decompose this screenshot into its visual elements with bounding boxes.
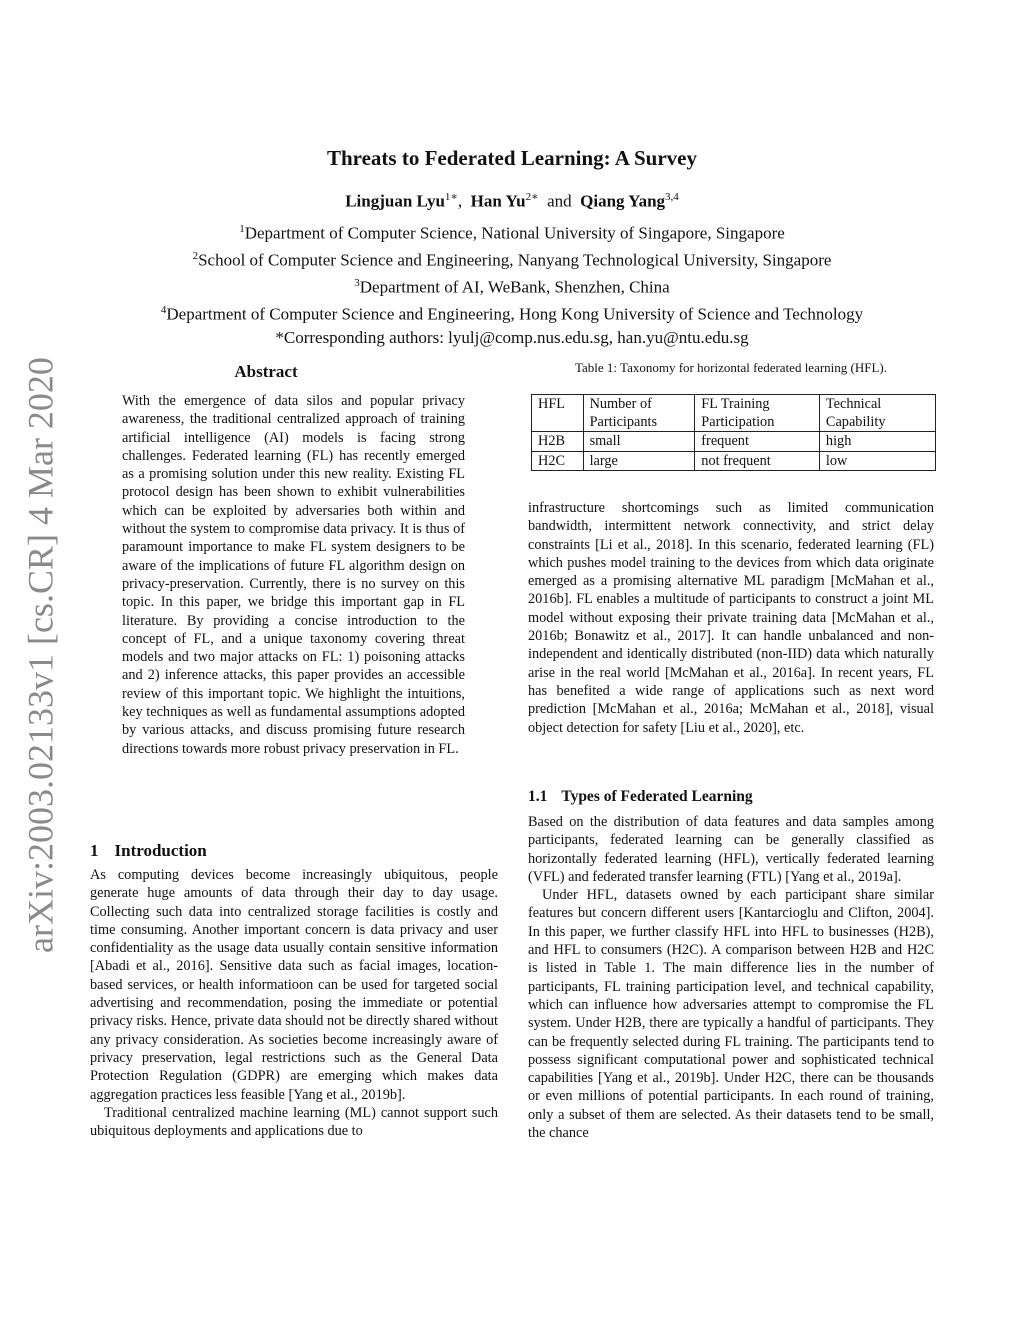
section-heading-introduction	[90, 841, 223, 861]
table-header-row	[532, 395, 936, 432]
affiliation-line	[0, 272, 1024, 299]
taxonomy-table	[531, 394, 936, 471]
affiliation-line	[0, 218, 1024, 245]
affiliation-text: Department of Computer Science and Engineering, Hong Kong University of Science and Technology	[166, 305, 864, 325]
paragraph: Based on the distribution of data features and data samples among participants, federated learning can be generally classified as horizontally federated learning (HFL), vertically federated learning (VFL) and federated transfer learning (FTL) [Yang et al., 2019a].	[528, 814, 934, 885]
author-list	[0, 190, 1024, 212]
types-text	[528, 813, 934, 1142]
author-affiliation-mark: 1∗	[444, 191, 458, 203]
table-cell: H2C	[532, 451, 584, 471]
arxiv-stamp: arXiv:2003.02133v1 [cs.CR] 4 Mar 2020	[20, 357, 61, 953]
paper-title: Threats to Federated Learning: A Survey	[326, 146, 697, 170]
author-affiliation-mark: 2∗	[525, 191, 539, 203]
table-cell: high	[819, 432, 935, 452]
table-row	[532, 432, 936, 452]
author-name: Qiang Yang	[580, 191, 666, 211]
table-cell: small	[583, 432, 695, 452]
affiliation-mark: 2	[192, 250, 199, 263]
author-name: Lingjuan Lyu	[345, 191, 445, 211]
author-affiliation-mark: 3,4	[665, 191, 679, 203]
affiliation-mark: 4	[160, 304, 167, 317]
affiliation-block	[0, 218, 1024, 349]
affiliation-text: Department of Computer Science, National University of Singapore, Singapore	[244, 223, 785, 243]
subsection-number: 1.1	[528, 788, 548, 805]
affiliation-line	[0, 299, 1024, 326]
table-cell: frequent	[695, 432, 820, 452]
abstract-text: With the emergence of data silos and popular privacy awareness, the traditional centralized approach of training artificial intelligence (AI) models is facing strong challenges. Federated learning (FL) has recently emerged as a promising solution under this new reality. Existing FL protocol design has been shown to exhibit vulnerabilities which can be exploited by adversaries both within and without the system to compromise data privacy. It is thus of paramount importance to make FL system designers to be aware of the implications of future FL algorithm design on privacy-preservation. Currently, there is no survey on this topic. In this paper, we bridge this important gap in FL literature. By providing a concise introduction to the concept of FL, and a unique taxonomy covering threat models and two major attacks on FL: 1) poisoning attacks and 2) inference attacks, this paper provides an accessible review of this important topic. We highlight the intuitions, key techniques as well as fundamental assumptions adopted by various attacks, and discuss promising future research directions towards more robust privacy preservation in FL.	[122, 393, 465, 757]
abstract-heading: Abstract	[234, 362, 298, 381]
affiliation-text: School of Computer Science and Engineering, Nanyang Technological University, Singapore	[198, 250, 832, 270]
paragraph: Under HFL, datasets owned by each participant share similar features but concern different users [Kantarcioglu and Clifton, 2004]. In this paper, we further classify HFL into HFL to businesses (H2B), and HFL to consumers (H2C). A comparison between H2B and H2C is listed in Table 1. The main difference lies in the number of participants, FL training participation level, and technical capability, which can influence how adversaries attempt to compromise the FL system. Under H2B, there are typically a handful of participants. They can be frequently selected during FL training. The participants tend to possess significant computational power and sophisticated technical capabilities [Yang et al., 2019b]. Under H2C, there can be thousands or even millions of potential participants. In each round of training, only a subset of them are selected. As their datasets tend to be small, the chance	[528, 887, 934, 1142]
author-name: Han Yu	[470, 191, 526, 211]
subsection-title: Types of Federated Learning	[561, 788, 753, 805]
introduction-text	[90, 866, 498, 1140]
correspondence-line: *Corresponding authors: lyulj@comp.nus.edu.sg, han.yu@ntu.edu.sg	[275, 327, 749, 347]
affiliation-mark: 1	[239, 223, 245, 235]
right-column-text: infrastructure shortcomings such as limited communication bandwidth, intermittent network connectivity, and strict delay constraints [Li et al., 2018]. In this scenario, federated learning (FL) which pushes model training to the devices from which data originate emerged as a promising alternative ML paradigm [McMahan et al., 2016b]. FL enables a multitude of participants to construct a joint ML model without exposing their private training data [McMahan et al., 2016b; Bonawitz et al., 2017]. It can handle unbalanced and non-independent and identically distributed (non-IID) data which naturally arise in the real world [McMahan et al., 2016a]. In recent years, FL has benefited a wide range of applications such as next word prediction [McMahan et al., 2016a; McMahan et al., 2018], visual object detection for safety [Liu et al., 2020], etc.	[528, 500, 934, 736]
affiliation-text: Department of AI, WeBank, Shenzhen, China	[359, 277, 670, 297]
table-header-cell: FL Training Participation	[695, 395, 820, 432]
author-separator: ,	[457, 191, 463, 211]
section-title: Introduction	[114, 841, 207, 860]
table-header-cell: Number of Participants	[583, 395, 695, 432]
paragraph: Traditional centralized machine learning (ML) cannot support such ubiquitous deployments and applications due to	[90, 1104, 498, 1140]
table-cell: not frequent	[695, 451, 820, 471]
table-header-cell: HFL	[532, 395, 584, 432]
table-caption: Table 1: Taxonomy for horizontal federated learning (HFL).	[575, 360, 887, 375]
table-header-cell: Technical Capability	[819, 395, 935, 432]
section-number: 1	[90, 841, 99, 860]
table-cell: low	[819, 451, 935, 471]
author-separator: and	[547, 191, 572, 211]
table-cell: large	[583, 451, 695, 471]
affiliation-mark: 3	[354, 277, 360, 290]
subsection-heading-types	[528, 788, 767, 806]
table-row	[532, 451, 936, 471]
paragraph: As computing devices become increasingly ubiquitous, people generate huge amounts of data through their day to day usage. Collecting such data into centralized storage facilities is costly and time consuming. Another important concern is data privacy and user confidentiality as the usage data usually contain sensitive information [Abadi et al., 2016]. Sensitive data such as facial images, location-based services, or health informatioon can be used for targeted social advertising and recommendation, posing the immediate or potential privacy risks. Hence, private data should not be directly shared without any privacy consideration. As societies become increasingly aware of privacy preservation, legal restrictions such as the General Data Protection Regulation (GDPR) are emerging which makes data aggregation practices less feasible [Yang et al., 2019b].	[90, 867, 498, 1103]
table-cell: H2B	[532, 432, 584, 452]
affiliation-line	[0, 245, 1024, 272]
